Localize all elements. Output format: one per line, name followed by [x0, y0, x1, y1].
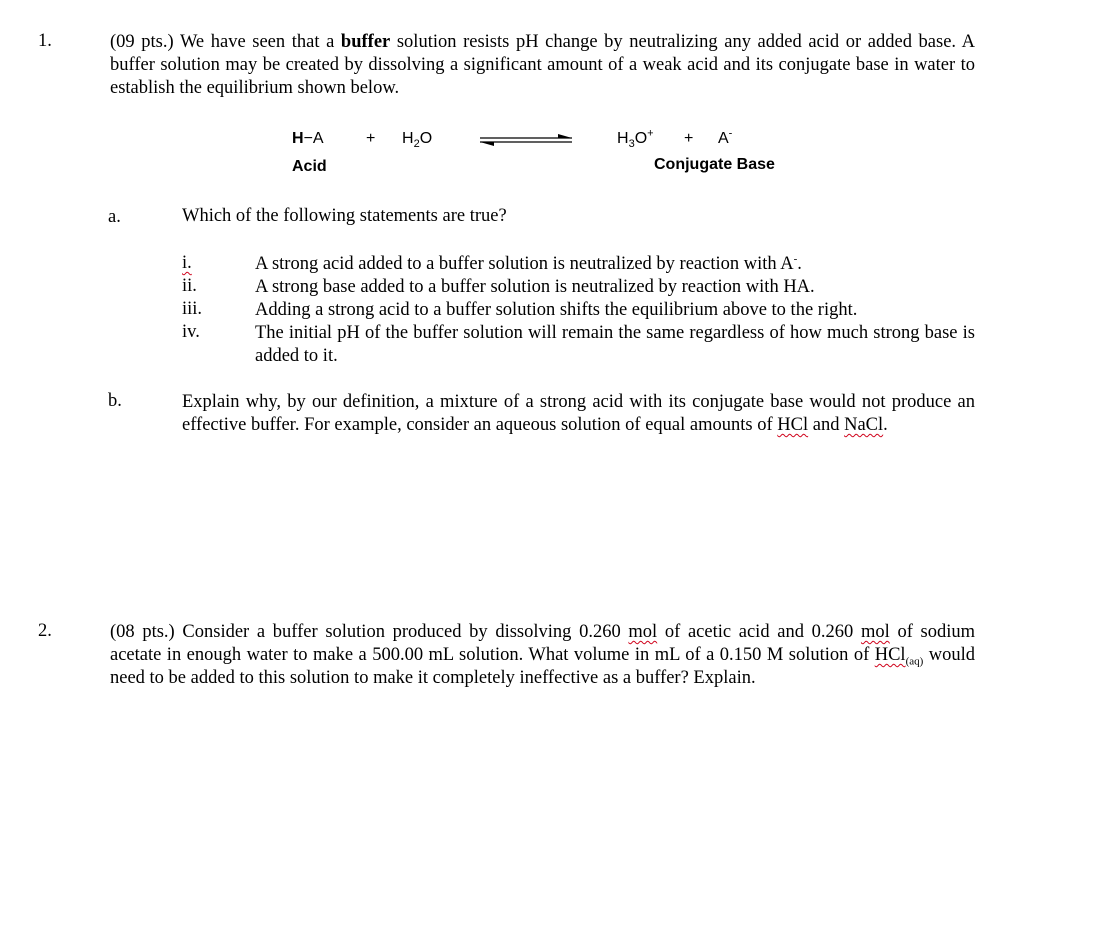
statement-iv: The initial pH of the buffer solution will remain the same regardless of how much strong base is added to it.: [255, 323, 975, 366]
question-number: 1.: [38, 31, 52, 51]
statement-iii: Adding a strong acid to a buffer solution shifts the equilibrium above to the right.: [255, 300, 858, 320]
equilibrium-arrow-icon: [478, 133, 574, 147]
question-1-intro: [110, 31, 975, 100]
roman-numeral: iii.: [182, 299, 203, 319]
acid-label: Acid: [292, 158, 327, 175]
question-2-text: (08 pts.) Consider a buffer solution produced by dissolving 0.260 mol of acetic acid and 0.260 mol of sodium acetate in enough water to make a 500.00 mL solution. What volume in mL of a 0.150 M solution of HCl$_{(aq)}$ would need to be added to this solution to make it completely ineffective as a buffer? Explain.: [110, 622, 976, 688]
part-b-label: b.: [108, 391, 122, 411]
product-conjugate-base: A-: [718, 127, 733, 147]
intro-text: solution resists pH change by neutralizing any added acid or added base. A buffer solution may be created by dissolving a significant amount of a weak acid and its conjugate base in water to establish the equilibrium shown below.: [110, 32, 975, 98]
product-hydronium: $H_3O^+$: [617, 127, 654, 151]
part-a-question: Which of the following statements are true?: [182, 206, 507, 226]
spellcheck-word: HCl$_{(aq)}$: [874, 645, 924, 668]
spellcheck-word: HCl: [777, 415, 809, 435]
roman-numeral: ii.: [182, 276, 197, 296]
points: (09 pts.): [110, 32, 174, 52]
roman-numeral: i.: [182, 253, 192, 273]
part-b-text: Explain why, by our definition, a mixture of a strong acid with its conjugate base would not produce an effective buffer. For example, consider an aqueous solution of equal amounts of HCl and NaCl.: [182, 392, 975, 435]
part-a-label: a.: [108, 207, 121, 227]
statement-i: A strong acid added to a buffer solution is neutralized by reaction with A-.: [255, 252, 802, 274]
question-number: 2.: [38, 621, 52, 641]
spellcheck-word: NaCl: [844, 415, 884, 435]
plus-sign: +: [366, 130, 376, 147]
reactant-water: $H_2O$: [402, 130, 433, 151]
conjugate-base-label: Conjugate Base: [654, 156, 775, 173]
spellcheck-word: mol: [628, 622, 658, 642]
intro-text: We have seen that a: [179, 32, 335, 52]
roman-numeral: iv.: [182, 322, 200, 342]
bold-term: buffer: [340, 32, 391, 52]
statement-ii: A strong base added to a buffer solution is neutralized by reaction with HA.: [255, 277, 815, 297]
plus-sign: +: [684, 130, 694, 147]
reactant-ha: H−A: [292, 130, 324, 147]
spellcheck-word: mol: [860, 622, 890, 642]
